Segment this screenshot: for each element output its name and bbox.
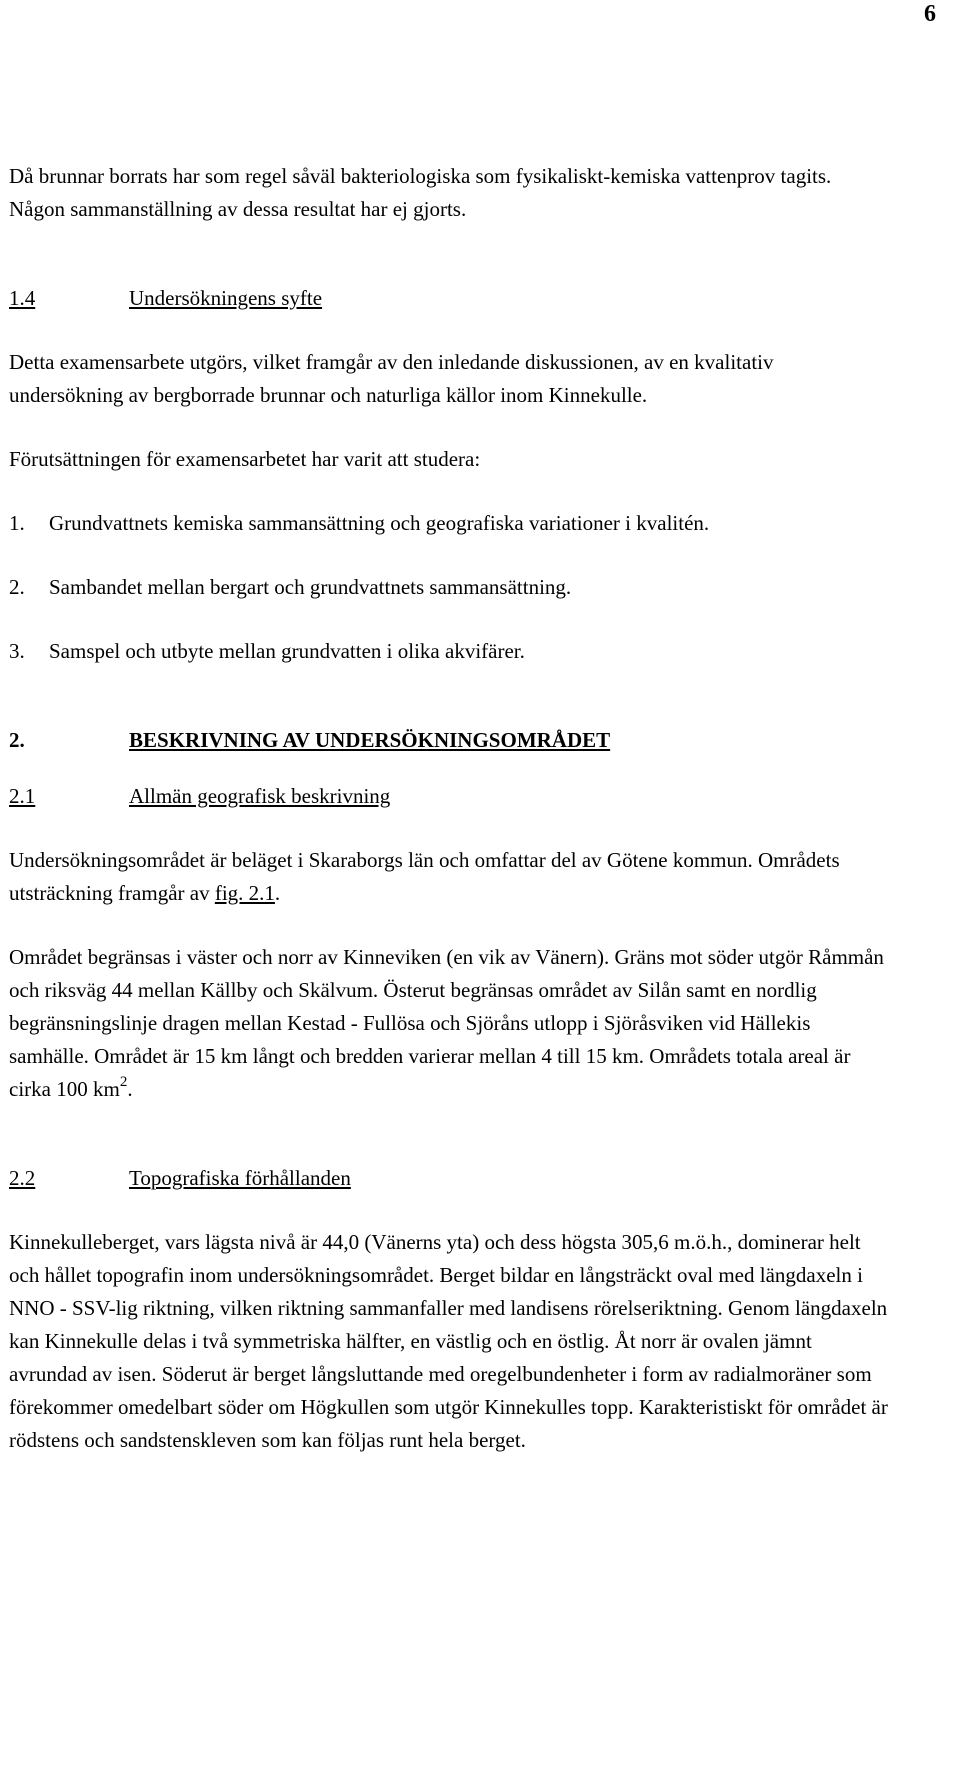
chapter-title: BESKRIVNING AV UNDERSÖKNINGSOMRÅDET [129,728,611,752]
intro-paragraph: Då brunnar borrats har som regel såväl bakteriologiska som fysikaliskt-kemiska vattenprov tagits. Någon sammanställning av dessa resultat har ej gjorts. [9,164,832,221]
section-1-4-heading [9,282,889,315]
list-item [9,635,889,668]
goals-list [9,507,889,668]
figure-reference-link[interactable]: fig. 2.1 [214,881,275,905]
section-title: Undersökningens syfte [129,286,323,310]
purpose-lead: Förutsättningen för examensarbetet har varit att studera: [9,447,481,471]
list-item-text: Sambandet mellan bergart och grundvattnets sammansättning. [49,575,572,599]
section-title: Topografiska förhållanden [129,1166,351,1190]
location-text-end: . [274,881,281,905]
page-number: 6 [924,1,936,27]
section-2-2-heading [9,1162,889,1195]
section-title: Allmän geografisk beskrivning [129,784,391,808]
list-item-number: 3. [9,639,25,663]
topography-paragraph: Kinnekulleberget, vars lägsta nivå är 44,0 (Vänerns yta) och dess högsta 305,6 m.ö.h., dominerar helt och hållet topografin inom undersökningsområdet. Berget bildar en långsträckt oval med längdaxeln i NNO - SSV-lig riktning, vilken riktning sammanfaller med landisens rörelseriktning. Genom längdaxeln kan Kinnekulle delas i två symmetriska hälfter, en västlig och en östlig. Åt norr är ovalen jämnt avrundad av isen. Söderut är berget långsluttande med oregelbundenheter i form av radialmoräner som förekommer omedelbart söder om Högkullen som utgör Kinnekulles topp. Karakteristiskt för området är rödstens och sandstenskleven som kan följas runt hela berget. [9,1230,888,1452]
location-paragraph [9,844,889,910]
list-item-number: 2. [9,575,25,599]
chapter-2-heading [9,724,889,757]
superscript: 2 [119,1074,128,1090]
boundary-text-end: . [127,1077,133,1101]
list-item [9,507,889,540]
section-number: 2.2 [9,1166,36,1190]
purpose-paragraph: Detta examensarbete utgörs, vilket framgår av den inledande diskussionen, av en kvalitativ undersökning av bergborrade brunnar och naturliga källor inom Kinnekulle. [9,350,774,407]
section-2-1-heading [9,780,889,813]
list-item-text: Grundvattnets kemiska sammansättning och geografiska variationer i kvalitén. [49,511,710,535]
boundary-text: Området begränsas i väster och norr av Kinneviken (en vik av Vänern). Gräns mot söder utgör Råmmån och riksväg 44 mellan Källby och Skälvum. Österut begränsas området av Silån samt en nordlig begränsningslinje dragen mellan Kestad - Fullösa och Sjöråns utlopp i Sjöråsviken vid Hällekis samhälle. Området är 15 km långt och bredden varierar mellan 4 till 15 km. Områdets totala areal är cirka 100 km [9,945,884,1101]
section-number: 2.1 [9,784,36,808]
chapter-number: 2. [9,728,25,752]
location-text: Undersökningsområdet är beläget i Skaraborgs län och omfattar del av Götene kommun. Områdets utsträckning framgår av [9,848,840,905]
section-number: 1.4 [9,286,36,310]
list-item-number: 1. [9,511,25,535]
list-item-text: Samspel och utbyte mellan grundvatten i olika akvifärer. [49,639,525,663]
list-item [9,571,889,604]
document-body [9,160,889,1457]
boundary-paragraph [9,941,889,1106]
